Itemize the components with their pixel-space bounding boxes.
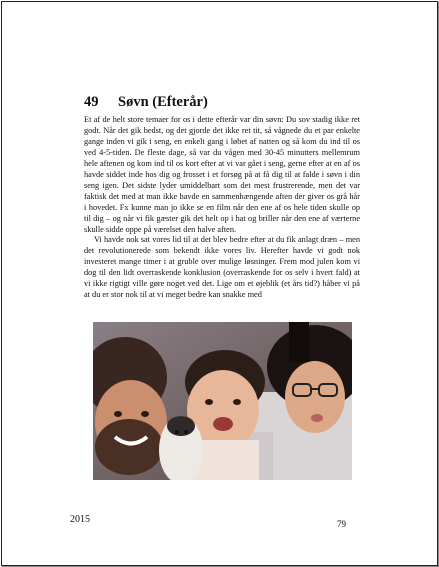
page-number: 79: [337, 519, 346, 529]
chapter-body: [84, 115, 360, 301]
family-photo: [93, 322, 352, 480]
paragraph-2: Vi havde nok sat vores lid til at det blev bedre efter at du fik anlagt dræn – men det revolutionerede som bekendt ikke vores liv. Herefter havde vi godt nok investeret mange timer i at gruble over mulige løsninger. Frem mod julen kom vi dog til den lidt overraskende konklusion (overraskende for os selv i hvert fald) at vi ikke rigtigt ville gøre noget ved det. Lige om et øjeblik (et års tid?) håber vi på at du er stor nok til at vi meget bedre kan snakke med: [84, 235, 360, 300]
chapter-title: Søvn (Efterår): [118, 94, 208, 110]
chapter-number: 49: [84, 94, 99, 110]
paragraph-1: Et af de helt store temaer for os i dette efterår var din søvn: Du sov stadig ikke ret godt. Når det gik bedst, og det gjorde det ikke ret tit, så vågnede du et par enkelte gange inden vi gik i seng, en enkelt gang i løbet af natten og så kom du ind til os ved 4-5-tiden. De fleste dage, så var du vågen med 30-45 minutters mellemrum hele aftenen og kom ind til os kort efter at vi var gået i seng, gerne efter at en af os havde siddet inde hos dig og frosset i et forsøg på at få dig til at falde i søvn i din seng igen. Det sidste lyder umiddelbart som det mest frustrerende, men det var faktisk det med at man ikke havde en sammenhængende aften der giver os grå hår i hovedet. Fx kunne man jo ikke se en film når den ene af os hele tiden skulle op til dig – og når vi fik gæster gik det helt op i hat og briller når den ene af værterne skulle sidde oppe på værelset den halve aften.: [84, 115, 360, 234]
book-page: [1, 1, 438, 566]
chapter-heading: [84, 94, 208, 111]
footer-year: 2015: [70, 514, 90, 525]
family-photo-illustration: [93, 322, 352, 480]
